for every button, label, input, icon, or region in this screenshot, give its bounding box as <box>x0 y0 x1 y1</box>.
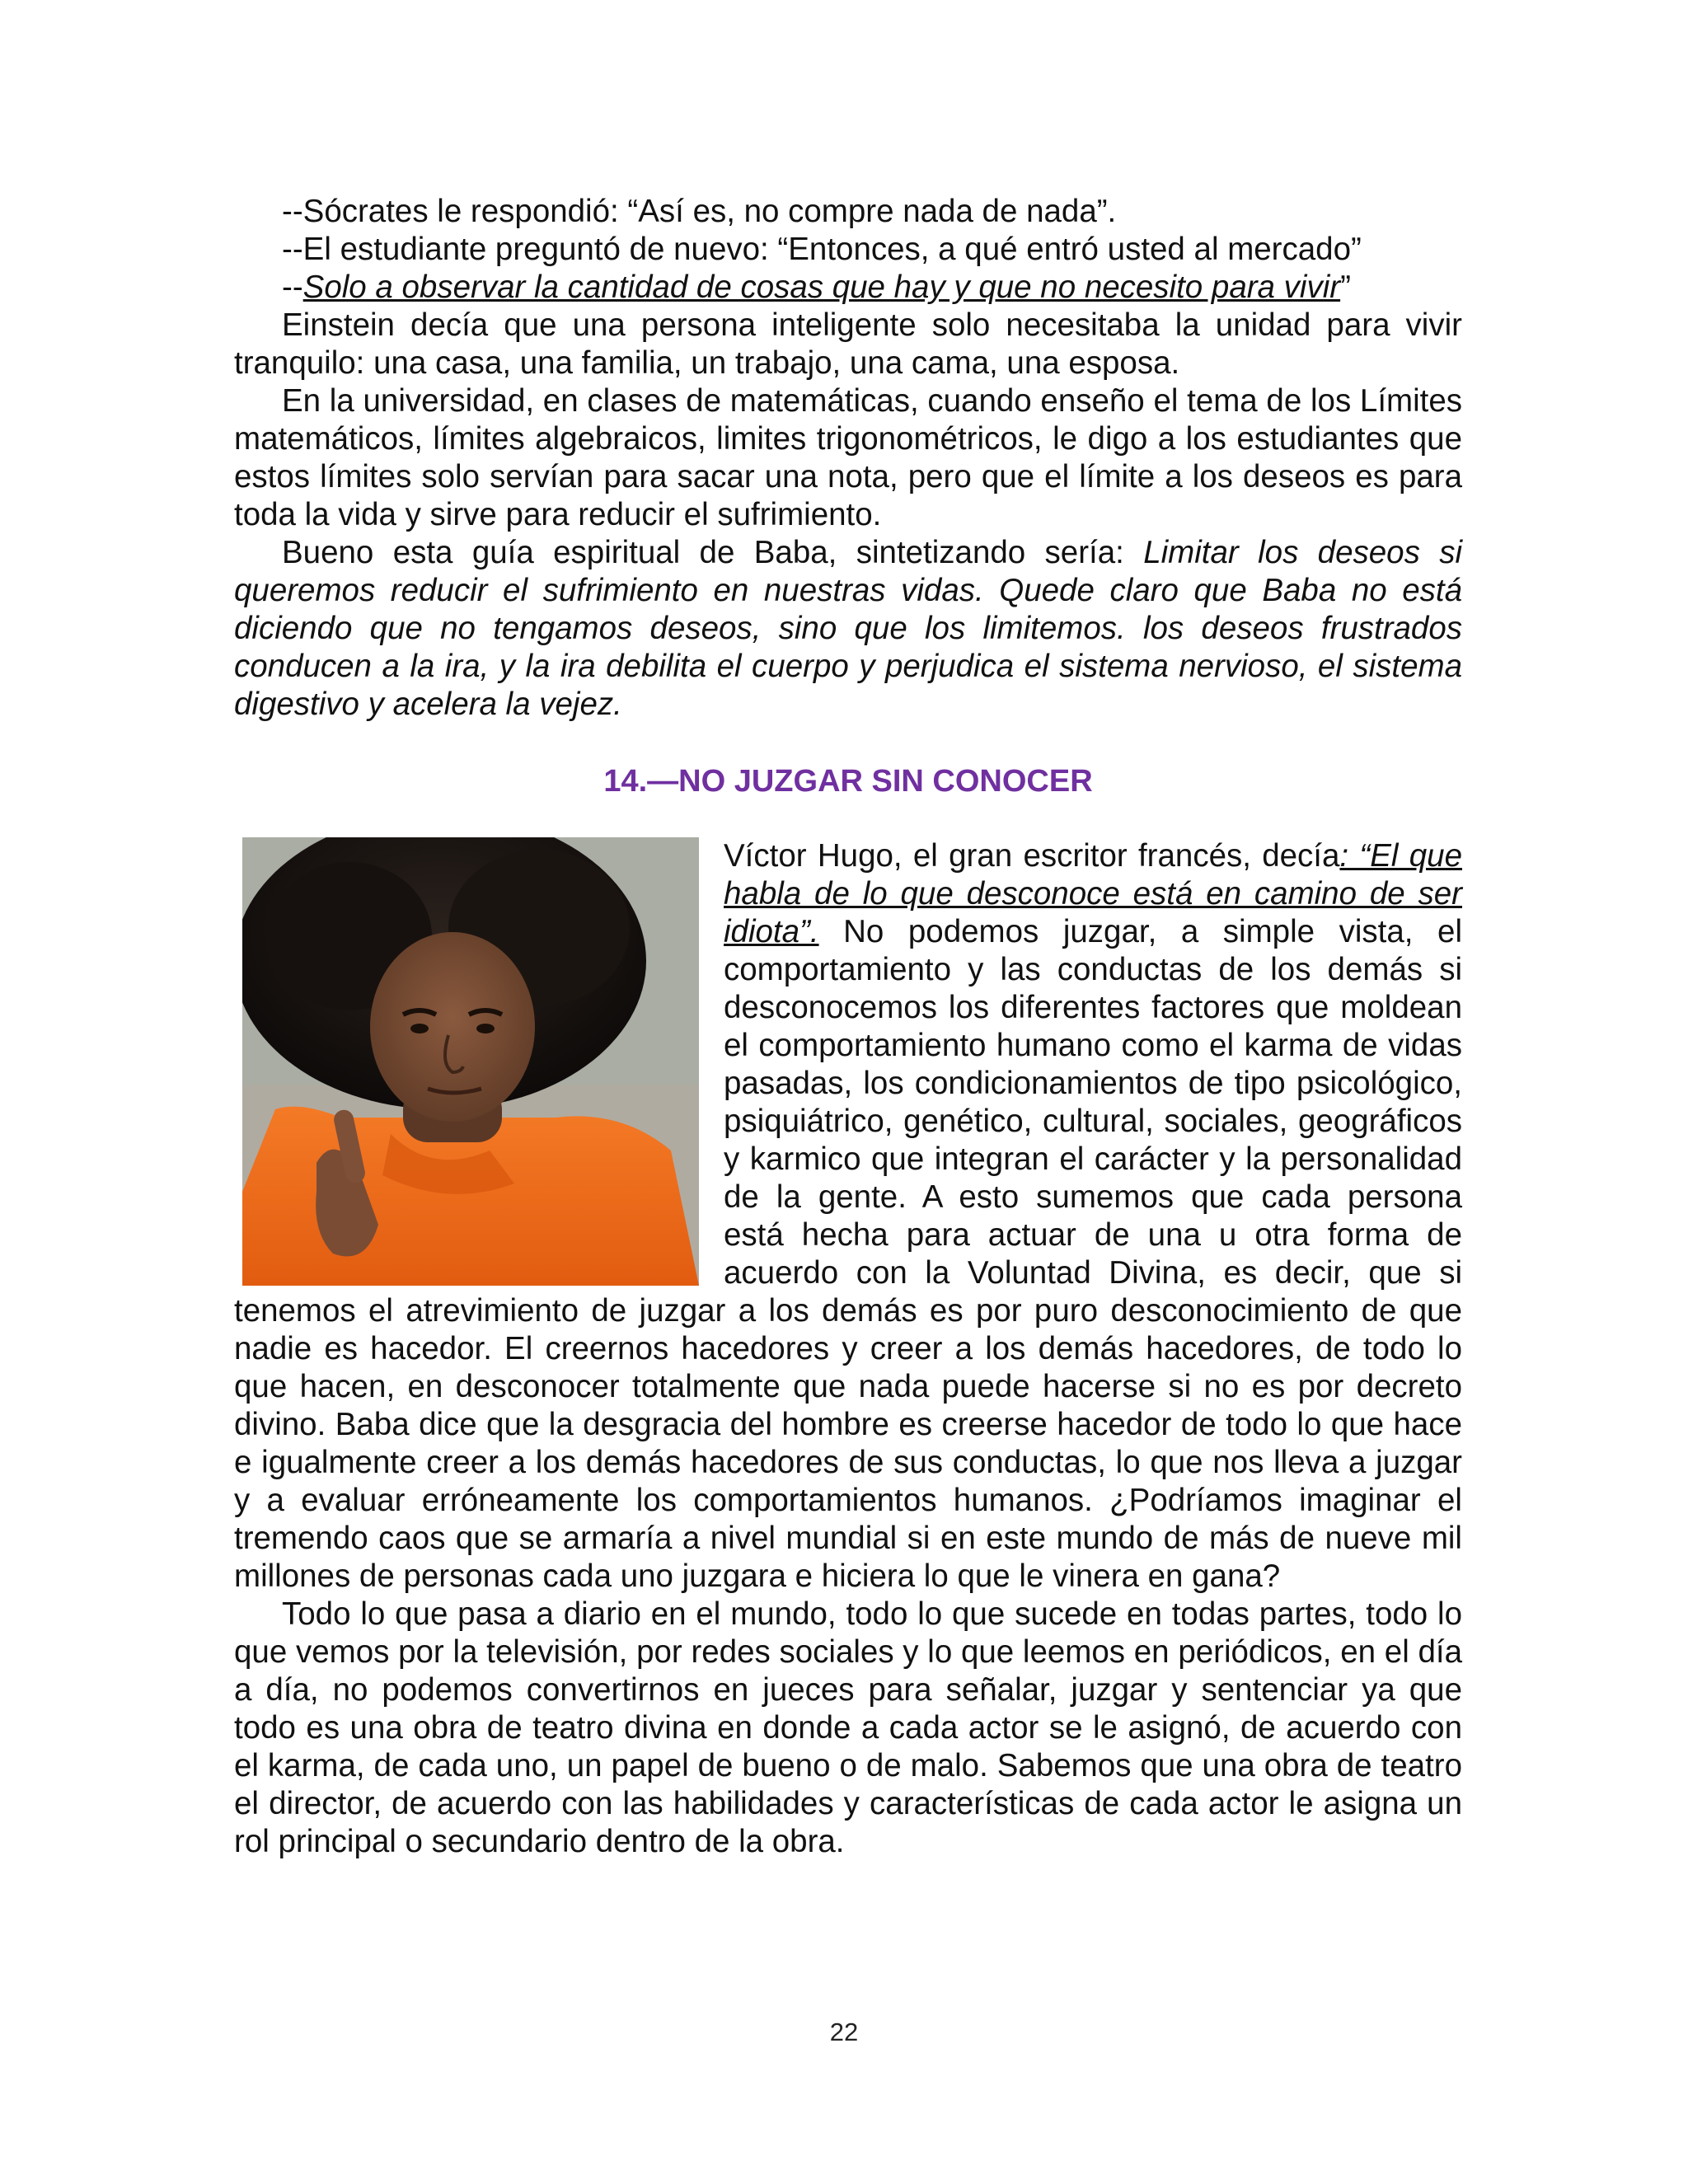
paragraph-socrates-reply: --Sócrates le respondió: “Así es, no compre nada de nada”. <box>282 194 1117 229</box>
paragraph-socrates-answer <box>234 269 1462 307</box>
page-body <box>234 193 1462 1861</box>
page-number: 22 <box>829 2018 859 2046</box>
hugo-quote: : “El que habla de lo que desconoce está en camino de ser idiota”. <box>724 838 1462 949</box>
underlined-answer: Solo a observar la cantidad de cosas que hay y que no necesito para vivir <box>302 269 1341 305</box>
dash-prefix: -- <box>282 269 303 305</box>
hugo-body: No podemos juzgar, a simple vista, el comportamiento y las conductas de los demás si desconocemos los diferentes factores que moldean el comportamiento humano como el karma de vidas pasadas, los condicionamientos de tipo psicológico, psiquiátrico, genético, cultural, sociales, geográficos y karmico que integran el carácter y la personalidad de la gente. A esto sumemos que cada persona está hecha para actuar de una u otra forma de acuerdo con la Voluntad Divina, es decir, que si tenemos el atrevimiento de juzgar a los demás es por puro desconocimiento de que nadie es hacedor. El creernos hacedores y creer a los demás hacedores, de todo lo que hacen, en desconocer totalmente que nada puede hacerse si no es por decreto divino. Baba dice que la desgracia del hombre es creerse hacedor de todo lo que hace e igualmente creer a los demás hacedores de sus conductas, lo que nos lleva a juzgar y a evaluar erróneamente los comportamientos humanos. ¿Podríamos imaginar el tremendo caos que se armaría a nivel mundial si en este mundo de más de nueve mil millones de personas cada uno juzgara e hiciera lo que le vinera en gana? <box>234 914 1462 1594</box>
paragraph-student-question: --El estudiante preguntó de nuevo: “Entonces, a qué entró usted al mercado” <box>282 232 1362 267</box>
guide-italic: Limitar los deseos si queremos reducir el sufrimiento en nuestras vidas. Quede claro que Baba no está diciendo que no tengamos deseos, sino que los limitemos. los deseos frustrados conducen a la ira, y la ira debilita el cuerpo y perjudica el sistema nervioso, el sistema digestivo y acelera la vejez. <box>234 535 1462 722</box>
paragraph-university: En la universidad, en clases de matemáticas, cuando enseño el tema de los Límites matemáticos, límites algebraicos, limites trigonométricos, le digo a los estudiantes que estos límites solo servían para sacar una nota, pero que el límite a los deseos es para toda la vida y sirve para reducir el sufrimiento. <box>234 383 1462 532</box>
paragraph-einstein: Einstein decía que una persona inteligente solo necesitaba la unidad para vivir tranquilo: una casa, una familia, un trabajo, una cama, una esposa. <box>234 307 1462 381</box>
portrait-photo <box>242 837 699 1286</box>
section-heading: 14.—NO JUZGAR SIN CONOCER <box>603 764 1093 799</box>
paragraph-daily-events: Todo lo que pasa a diario en el mundo, todo lo que sucede en todas partes, todo lo que vemos por la televisión, por redes sociales y lo que leemos en periódicos, en el día a día, no podemos convertirnos en jueces para señalar, juzgar y sentenciar ya que todo es una obra de teatro divina en donde a cada actor se le asignó, de acuerdo con el karma, de cada uno, un papel de bueno o de malo. Sabemos que una obra de teatro el director, de acuerdo con las habilidades y características de cada actor le asigna un rol principal o secundario dentro de la obra. <box>234 1596 1462 1859</box>
quote-close: ” <box>1340 269 1351 305</box>
hugo-intro: Víctor Hugo, el gran escritor francés, decía <box>724 838 1340 874</box>
guide-intro: Bueno esta guía espiritual de Baba, sintetizando sería: <box>282 535 1144 570</box>
portrait-illustration <box>242 837 699 1286</box>
paragraph-baba-guide <box>234 534 1462 724</box>
